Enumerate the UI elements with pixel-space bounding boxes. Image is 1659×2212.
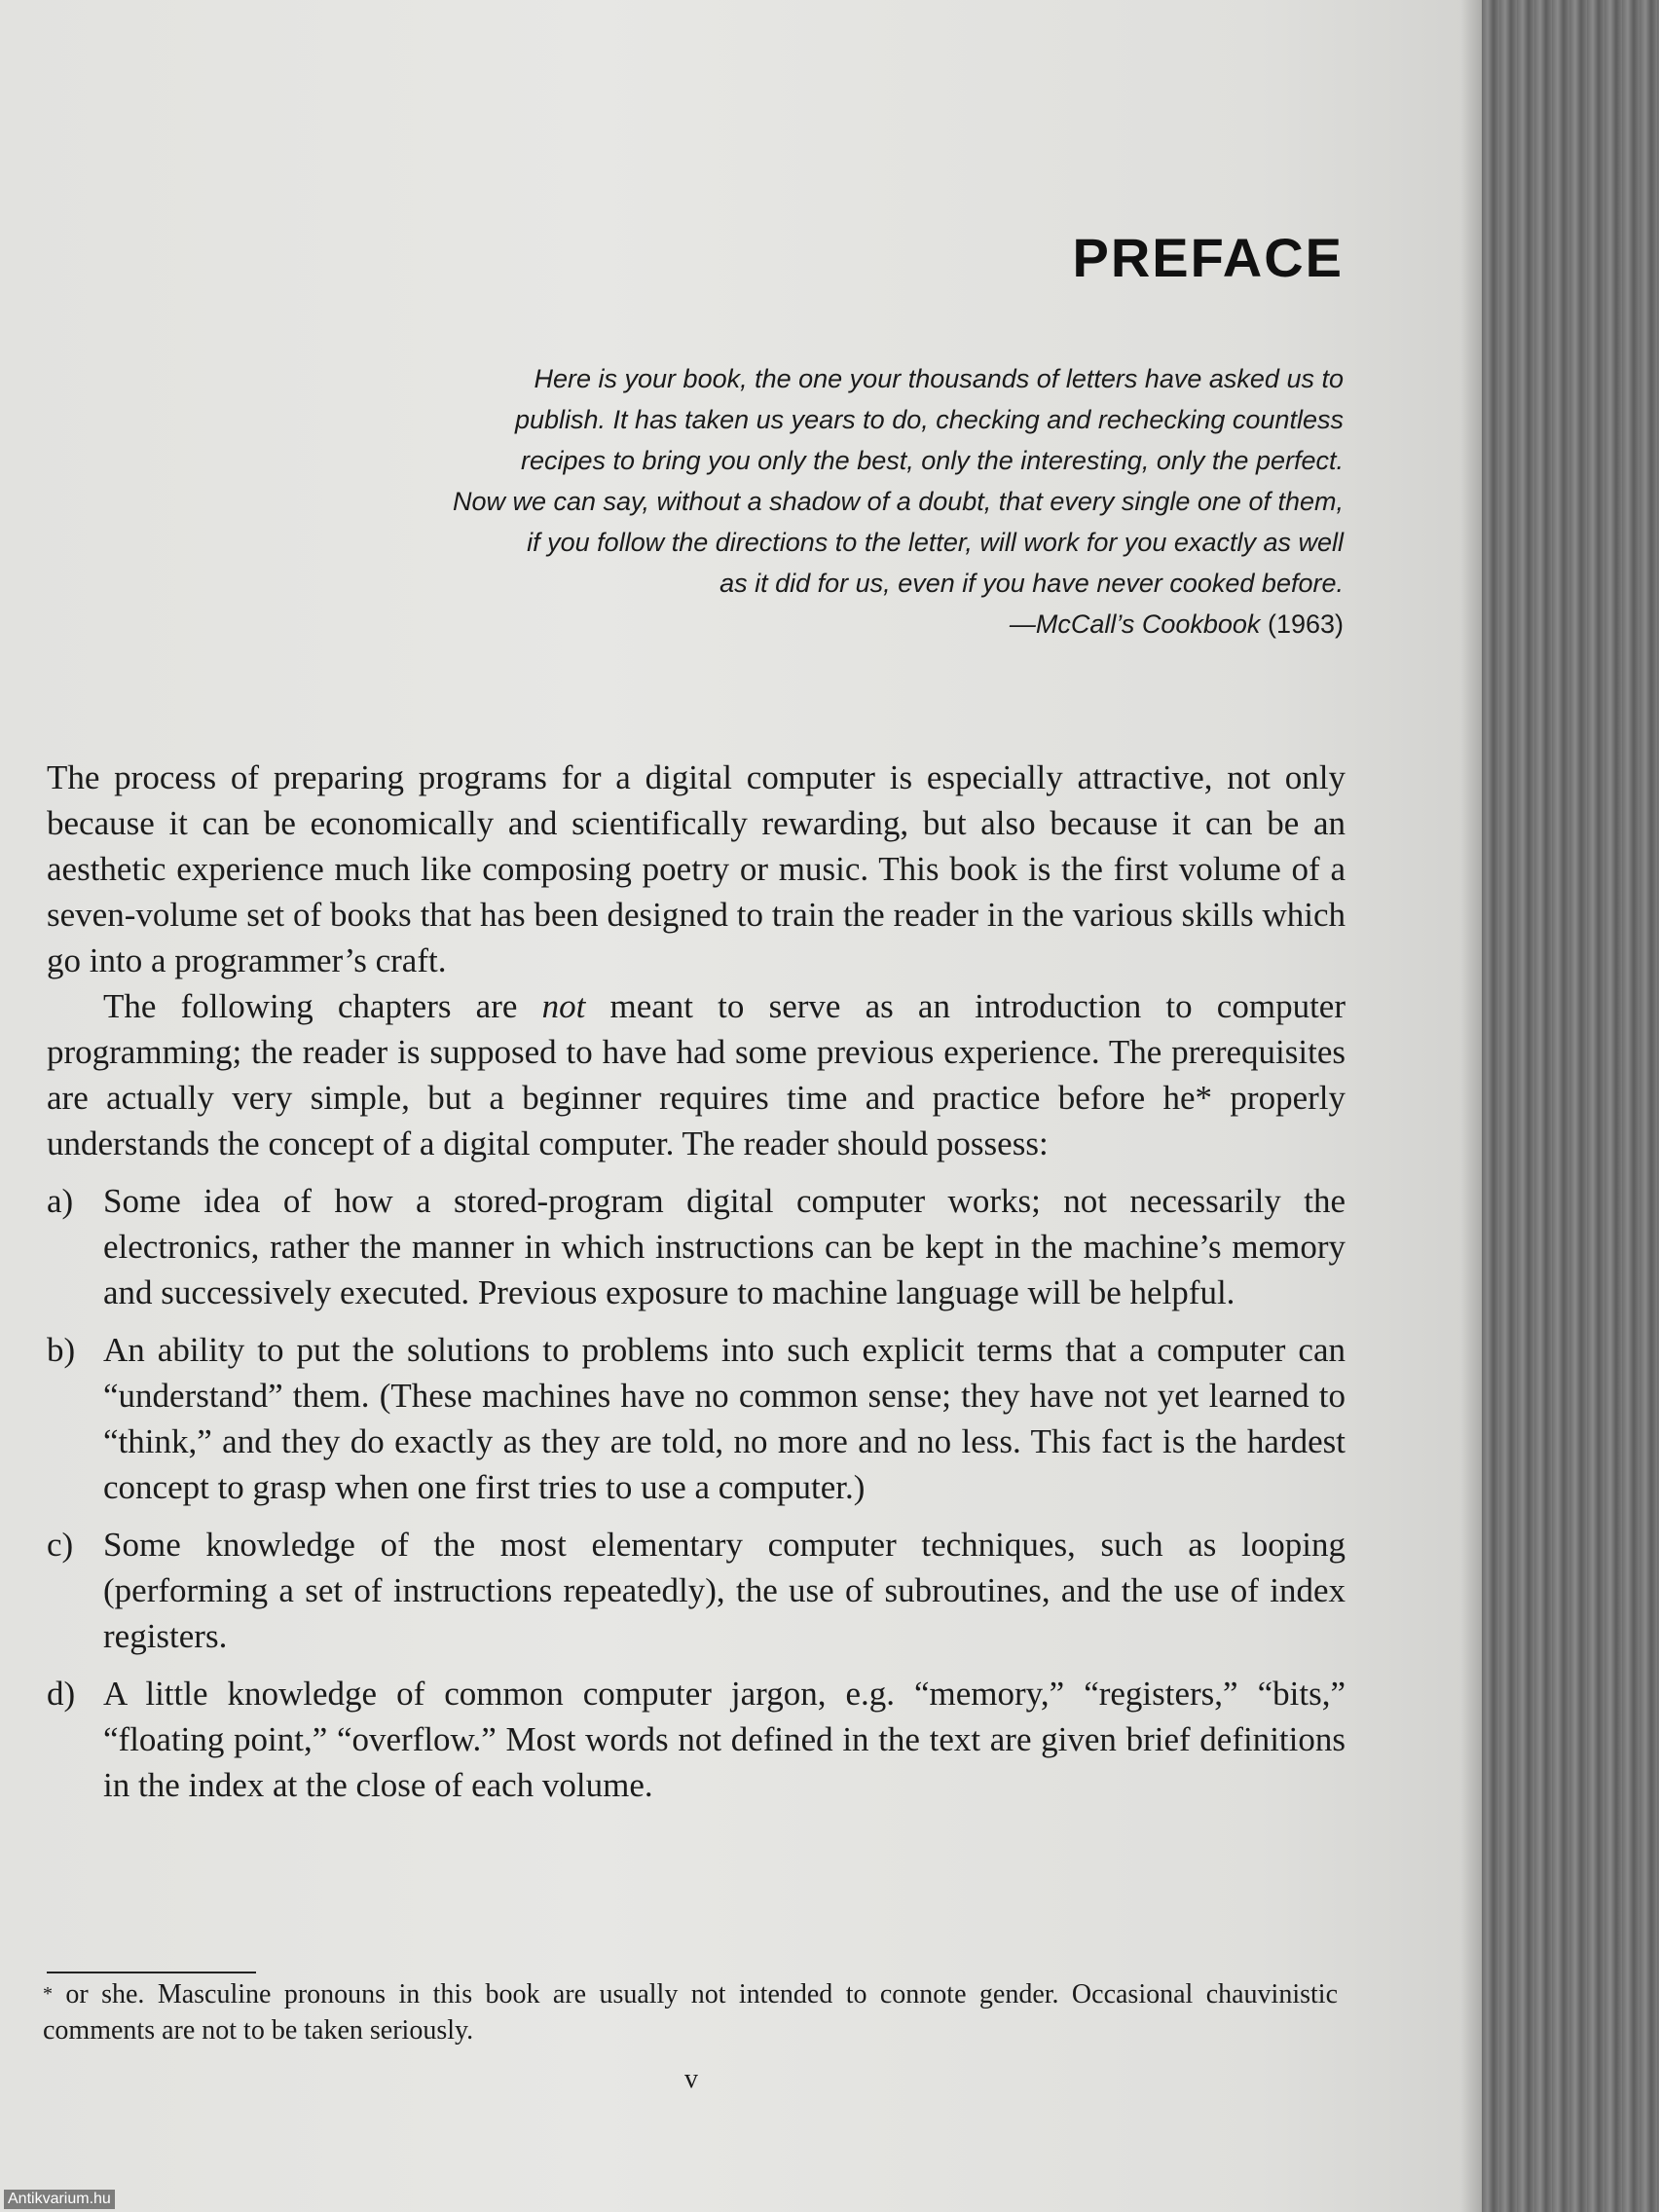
paragraph: The process of preparing programs for a digital computer is especially attractive, not only because it can be economically and scientifically rewarding, but also because it can be an aesthetic experience much like composing poetry or music. This book is the first volume of a seven-volume set of books that has been designed to train the reader in the various skills which go into a programmer’s craft. bbox=[47, 758, 1346, 979]
epigraph-line: as it did for us, even if you have never cooked before. bbox=[719, 569, 1344, 598]
chapter-title: PREFACE bbox=[1072, 227, 1344, 288]
epigraph-source: —McCall’s Cookbook bbox=[1009, 609, 1261, 639]
list-item-text: A little knowledge of common computer jargon, e.g. “memory,” “registers,” “bits,” “floating point,” “overflow.” Most words not defined in the text are given brief definitions in the index at the close of each volume. bbox=[103, 1675, 1346, 1804]
epigraph-line: Now we can say, without a shadow of a doubt, that every single one of them, bbox=[452, 487, 1344, 516]
paragraph-text: meant to serve as an introduction to computer programming; the reader is supposed to have had some previous experience. The prerequisites are actually very simple, but a beginner requires time and practice before he* properly understands the concept of a digital computer. The reader should possess: bbox=[47, 987, 1346, 1162]
list-item-label: c) bbox=[47, 1526, 74, 1564]
list-item bbox=[47, 1671, 1346, 1808]
list-item bbox=[47, 1178, 1346, 1315]
footnote-mark: * bbox=[43, 1983, 53, 2005]
epigraph-attribution bbox=[253, 604, 1344, 645]
watermark: Antikvarium.hu bbox=[4, 2190, 115, 2209]
list-item bbox=[47, 1327, 1346, 1510]
preface-body bbox=[47, 755, 1346, 1820]
footnote bbox=[43, 1976, 1338, 2048]
page-edges bbox=[1482, 0, 1659, 2212]
epigraph-line: if you follow the directions to the letter, will work for you exactly as well bbox=[527, 528, 1344, 557]
epigraph-line: Here is your book, the one your thousands of letters have asked us to bbox=[534, 364, 1344, 393]
prerequisite-list bbox=[47, 1178, 1346, 1808]
epigraph bbox=[253, 358, 1344, 645]
epigraph-line: publish. It has taken us years to do, checking and rechecking countless bbox=[514, 405, 1344, 434]
list-item-text: Some idea of how a stored-program digital computer works; not necessarily the electronics, rather the manner in which instructions can be kept in the machine’s memory and successively executed. Previous exposure to machine language will be helpful. bbox=[103, 1182, 1346, 1311]
list-item-label: d) bbox=[47, 1675, 76, 1713]
list-item-label: b) bbox=[47, 1331, 76, 1369]
list-item-text: Some knowledge of the most elementary computer techniques, such as looping (performing a set of instructions repeatedly), the use of subroutines, and the use of index registers. bbox=[103, 1526, 1346, 1655]
emphasis-text: not bbox=[541, 987, 586, 1025]
page-number: v bbox=[684, 2064, 698, 2094]
footnote-rule bbox=[47, 1972, 256, 1973]
page-gutter-shadow bbox=[1460, 0, 1482, 2212]
epigraph-line: recipes to bring you only the best, only the interesting, only the perfect. bbox=[521, 446, 1344, 475]
list-item-label: a) bbox=[47, 1182, 74, 1220]
list-item-text: An ability to put the solutions to problems into such explicit terms that a computer can “understand” them. (These machines have no common sense; they have not yet learned to “think,” and they do exactly as they are told, no more and no less. This fact is the hardest concept to grasp when one first tries to use a computer.) bbox=[103, 1331, 1346, 1506]
list-item bbox=[47, 1522, 1346, 1659]
paragraph bbox=[47, 983, 1346, 1166]
footnote-text: or she. Masculine pronouns in this book are usually not intended to connote gender. Occasional chauvinistic comments are not to be taken seriously. bbox=[43, 1979, 1338, 2046]
paragraph-text: The following chapters are bbox=[103, 987, 542, 1025]
epigraph-year: (1963) bbox=[1267, 609, 1344, 639]
